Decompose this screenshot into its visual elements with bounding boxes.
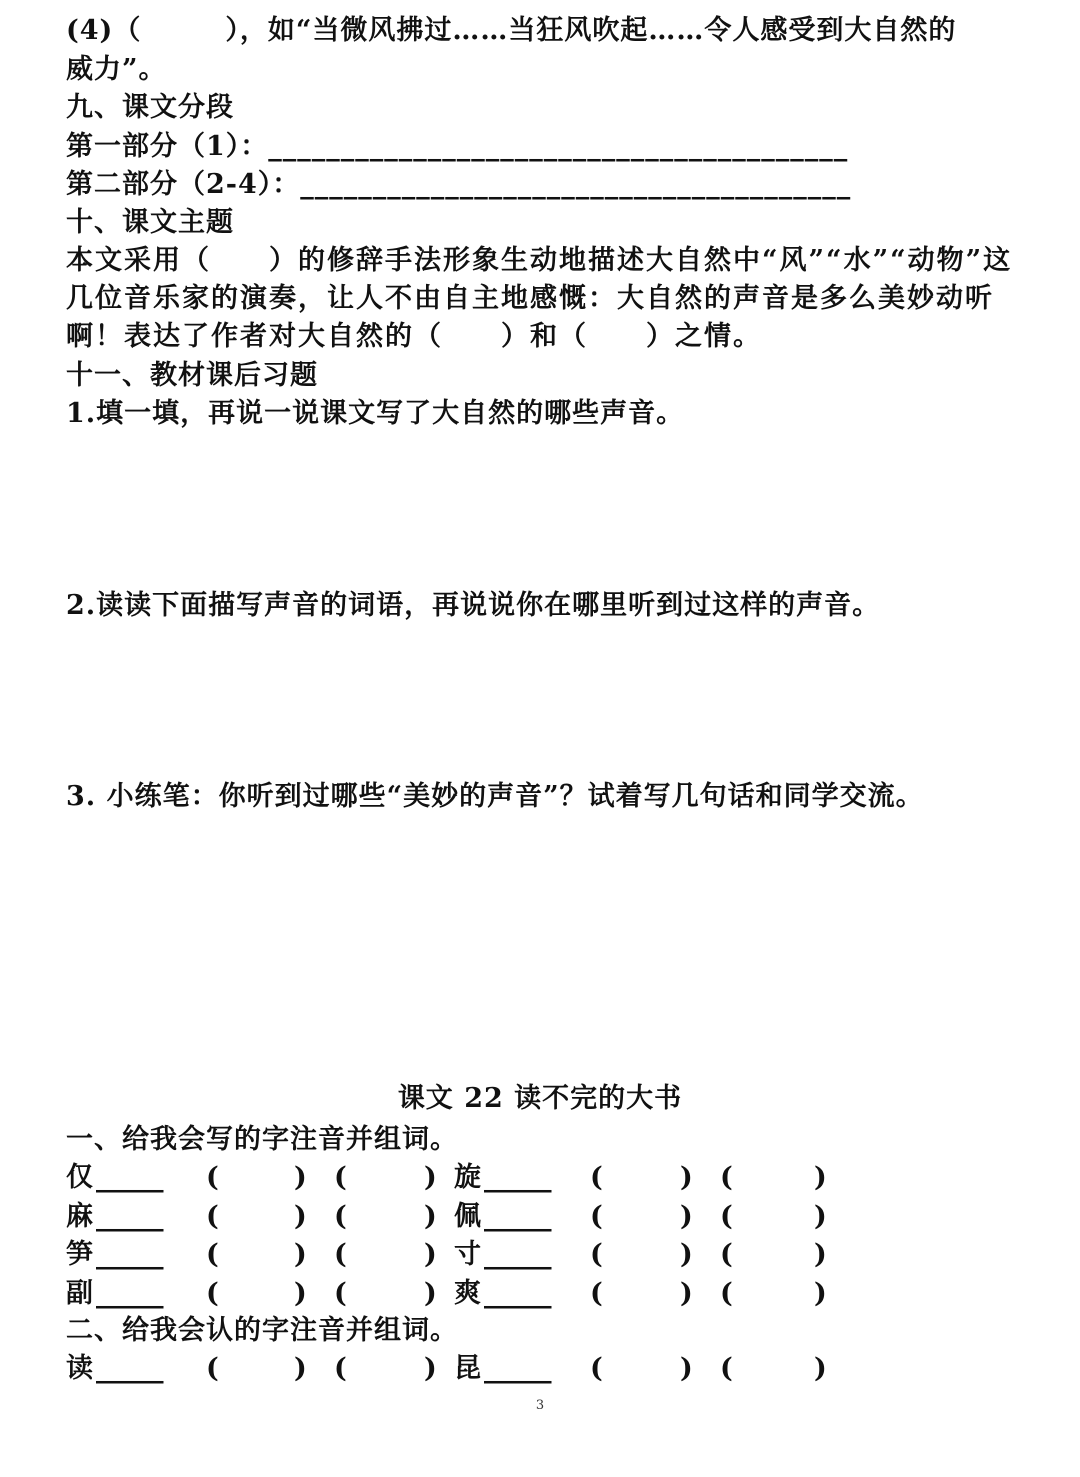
paren-open-4: (	[720, 1200, 733, 1232]
paren-close-3: )	[680, 1200, 693, 1232]
section9-part1: 第一部分（1）：________________________________________	[66, 131, 849, 162]
char-row	[66, 1236, 866, 1274]
blank-left: _____	[96, 1162, 164, 1193]
blank-left: _____	[96, 1277, 164, 1309]
paren-close-1: )	[294, 1353, 307, 1384]
char-row	[66, 1159, 866, 1197]
char-right: 爽	[454, 1277, 481, 1309]
paren-close-1: )	[294, 1239, 307, 1270]
section9-heading: 九、课文分段	[66, 92, 234, 123]
paren-close-2: )	[424, 1353, 437, 1384]
paren-open-4: (	[720, 1162, 733, 1193]
paren-open-3: (	[590, 1353, 603, 1384]
paren-open-3: (	[590, 1162, 603, 1193]
question-3: 3. 小练笔：你听到过哪些“美妙的声音”？试着写几句话和同学交流。	[66, 781, 924, 812]
blank-right: _____	[484, 1162, 552, 1193]
blank-right: _____	[484, 1200, 552, 1232]
paren-open-1: (	[206, 1277, 219, 1309]
item4-line1: (4)（ ），如“当微风拂过……当狂风吹起……令人感受到大自然的	[66, 15, 957, 46]
char-left: 副	[66, 1277, 93, 1309]
section10-heading: 十、课文主题	[66, 207, 234, 238]
paren-open-3: (	[590, 1277, 603, 1309]
char-left: 麻	[66, 1200, 93, 1232]
paren-close-2: )	[424, 1162, 437, 1193]
blank-right: _____	[484, 1239, 552, 1270]
part2-heading: 二、给我会认的字注音并组词。	[66, 1315, 458, 1346]
blank-right: _____	[484, 1353, 552, 1384]
blank-left: _____	[96, 1200, 164, 1232]
paren-close-2: )	[424, 1239, 437, 1270]
paren-open-3: (	[590, 1239, 603, 1270]
part1-heading: 一、给我会写的字注音并组词。	[66, 1124, 458, 1155]
paren-close-4: )	[814, 1277, 827, 1309]
paren-close-1: )	[294, 1162, 307, 1193]
section9-part2: 第二部分（2-4）：______________________________________	[66, 169, 852, 200]
paren-close-4: )	[814, 1162, 827, 1193]
char-right: 旋	[454, 1162, 481, 1193]
char-left: 仅	[66, 1162, 93, 1193]
char-right: 昆	[454, 1353, 481, 1384]
paren-close-1: )	[294, 1277, 307, 1309]
char-right: 佩	[454, 1200, 481, 1232]
paren-open-2: (	[334, 1162, 347, 1193]
char-row	[66, 1198, 866, 1236]
blank-left: _____	[96, 1353, 164, 1384]
char-right: 寸	[454, 1239, 481, 1270]
paren-open-1: (	[206, 1353, 219, 1384]
paren-open-3: (	[590, 1200, 603, 1232]
paren-close-2: )	[424, 1200, 437, 1232]
paren-open-2: (	[334, 1200, 347, 1232]
item4-line2: 威力”。	[66, 54, 167, 85]
char-left: 读	[66, 1353, 93, 1384]
paren-open-1: (	[206, 1200, 219, 1232]
paren-open-4: (	[720, 1239, 733, 1270]
paren-close-3: )	[680, 1239, 693, 1270]
paren-close-4: )	[814, 1200, 827, 1232]
char-row	[66, 1350, 866, 1388]
lesson-title: 课文 22 读不完的大书	[397, 1083, 683, 1114]
paren-open-2: (	[334, 1277, 347, 1309]
paren-close-3: )	[680, 1162, 693, 1193]
paren-close-3: )	[680, 1277, 693, 1309]
paren-close-1: )	[294, 1200, 307, 1232]
char-row	[66, 1275, 866, 1313]
paren-close-2: )	[424, 1277, 437, 1309]
section11-heading: 十一、教材课后习题	[66, 360, 318, 391]
blank-left: _____	[96, 1239, 164, 1270]
paren-close-3: )	[680, 1353, 693, 1384]
char-left: 笋	[66, 1239, 93, 1270]
question-2: 2.读读下面描写声音的词语，再说说你在哪里听到过这样的声音。	[66, 590, 881, 621]
page-number: 3	[535, 1398, 545, 1413]
paren-open-4: (	[720, 1277, 733, 1309]
section10-text: 本文采用（ ）的修辞手法形象生动地描述大自然中“风”“水”“动物”这几位音乐家的演奏，让人不由自主地感慨：大自然的声音是多么美妙动听啊！表达了作者对大自然的（ ）和（ ）之情。	[66, 245, 1013, 352]
paren-open-4: (	[720, 1353, 733, 1384]
question-1: 1.填一填，再说一说课文写了大自然的哪些声音。	[66, 398, 685, 429]
paren-close-4: )	[814, 1353, 827, 1384]
paren-open-1: (	[206, 1162, 219, 1193]
paren-open-2: (	[334, 1239, 347, 1270]
paren-open-2: (	[334, 1353, 347, 1384]
paren-open-1: (	[206, 1239, 219, 1270]
blank-right: _____	[484, 1277, 552, 1309]
paren-close-4: )	[814, 1239, 827, 1270]
